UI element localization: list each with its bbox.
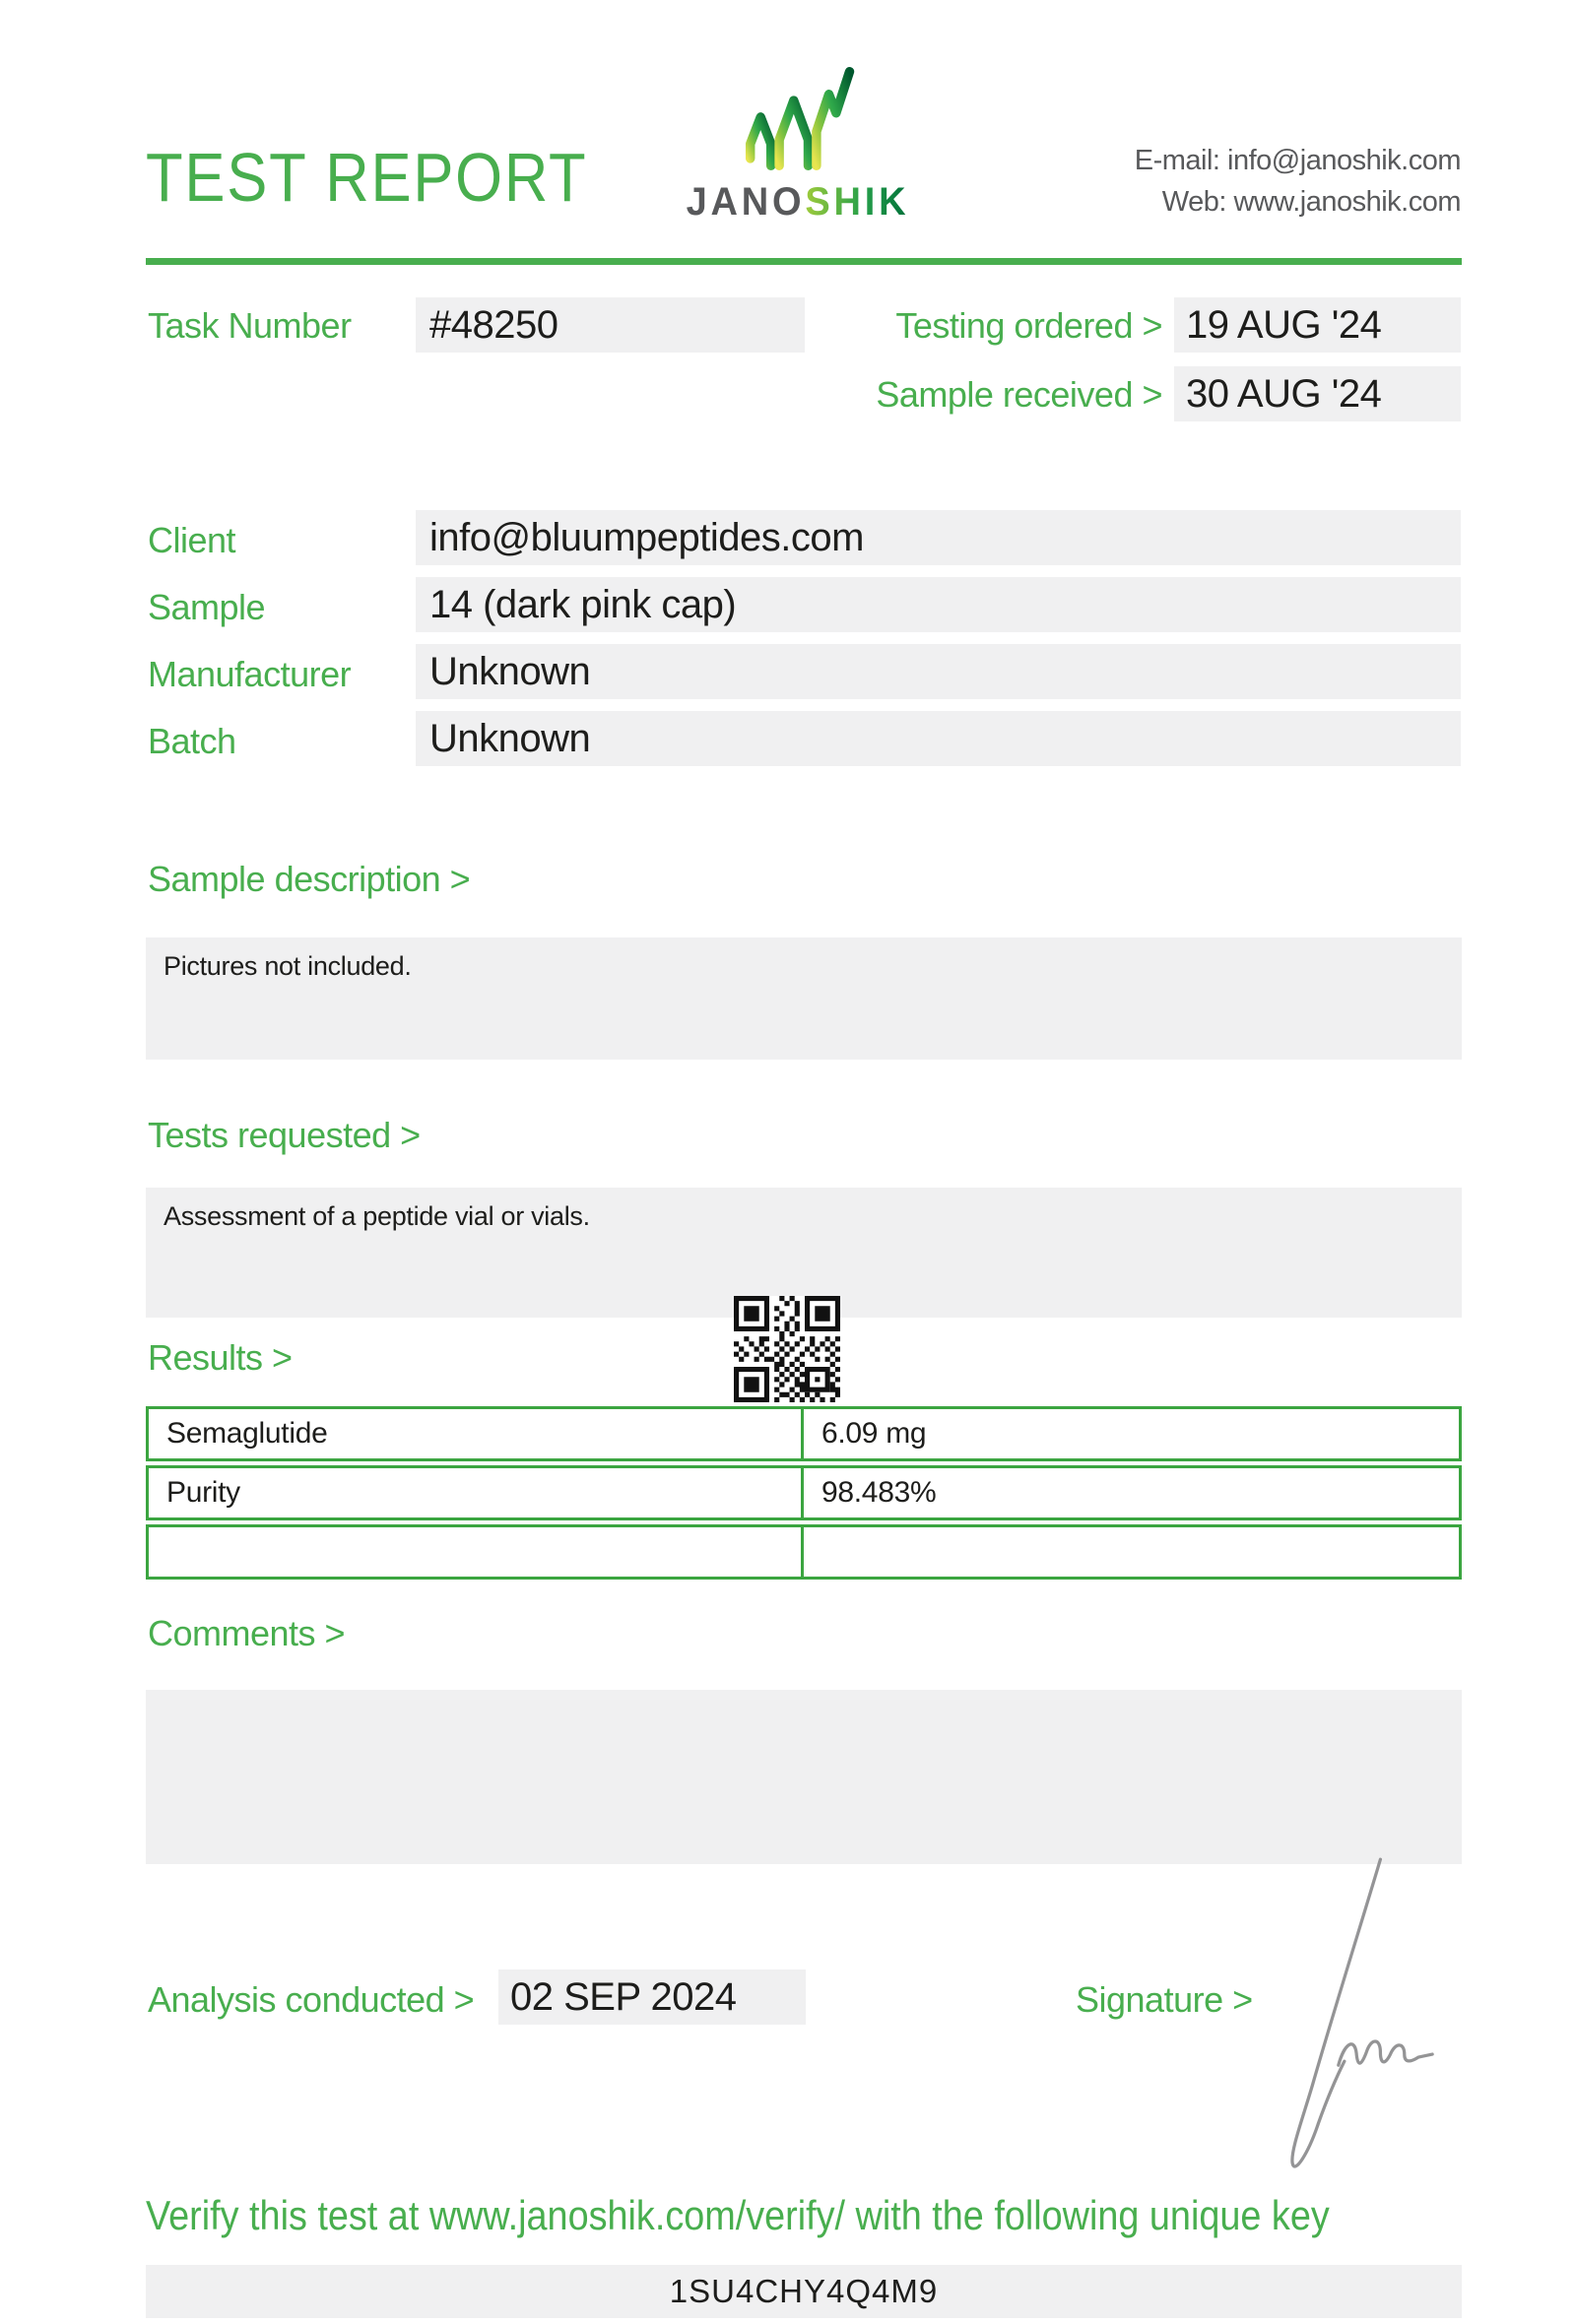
sample-value: 14 (dark pink cap) bbox=[416, 577, 1461, 632]
signature-label: Signature > bbox=[1076, 1979, 1253, 2020]
janoshik-logo bbox=[650, 65, 946, 225]
qr-code bbox=[734, 1296, 840, 1402]
result-value bbox=[804, 1527, 1459, 1577]
testing-ordered-date: 19 AUG '24 bbox=[1174, 297, 1461, 353]
sample-received-label: Sample received > bbox=[876, 374, 1162, 415]
manufacturer-label: Manufacturer bbox=[148, 654, 352, 694]
batch-label: Batch bbox=[148, 721, 236, 761]
sample-description-heading: Sample description > bbox=[148, 859, 471, 899]
chart-peaks-icon bbox=[736, 65, 860, 173]
client-value: info@bluumpeptides.com bbox=[416, 510, 1461, 565]
unique-key-value: 1SU4CHY4Q4M9 bbox=[146, 2265, 1462, 2318]
batch-value: Unknown bbox=[416, 711, 1461, 766]
results-heading: Results > bbox=[148, 1337, 293, 1378]
sample-label: Sample bbox=[148, 587, 266, 627]
result-name: Semaglutide bbox=[149, 1409, 804, 1458]
logo-wordmark: JANOSHIK bbox=[686, 180, 910, 224]
table-row bbox=[146, 1465, 1462, 1520]
table-row bbox=[146, 1524, 1462, 1580]
tests-requested-heading: Tests requested > bbox=[148, 1115, 421, 1155]
comments-heading: Comments > bbox=[148, 1613, 346, 1653]
sample-received-date: 30 AUG '24 bbox=[1174, 366, 1461, 421]
contact-web: Web: www.janoshik.com bbox=[1161, 186, 1461, 219]
result-value: 6.09 mg bbox=[821, 1417, 927, 1450]
task-number-value: #48250 bbox=[416, 297, 805, 353]
analysis-date: 02 SEP 2024 bbox=[498, 1969, 806, 2025]
result-name bbox=[149, 1527, 804, 1577]
task-number-label: Task Number bbox=[148, 305, 352, 346]
header-divider bbox=[146, 258, 1462, 265]
results-table bbox=[146, 1406, 1462, 1583]
result-value: 98.483% bbox=[821, 1476, 937, 1509]
contact-email: E-mail: info@janoshik.com bbox=[1134, 145, 1461, 176]
verify-instruction: Verify this test at www.janoshik.com/verify/ with the following unique key bbox=[146, 2192, 1330, 2238]
comments-box bbox=[146, 1690, 1462, 1864]
tests-requested-box: Assessment of a peptide vial or vials. bbox=[146, 1188, 1462, 1318]
table-row bbox=[146, 1406, 1462, 1461]
result-name: Purity bbox=[149, 1468, 804, 1517]
testing-ordered-label: Testing ordered > bbox=[895, 305, 1162, 346]
sample-description-box: Pictures not included. bbox=[146, 937, 1462, 1060]
analysis-conducted-label: Analysis conducted > bbox=[148, 1979, 475, 2020]
client-label: Client bbox=[148, 520, 236, 560]
contact-info bbox=[1135, 140, 1461, 223]
manufacturer-value: Unknown bbox=[416, 644, 1461, 699]
signature-scribble bbox=[1249, 1847, 1456, 2187]
page-title: TEST REPORT bbox=[146, 139, 588, 216]
